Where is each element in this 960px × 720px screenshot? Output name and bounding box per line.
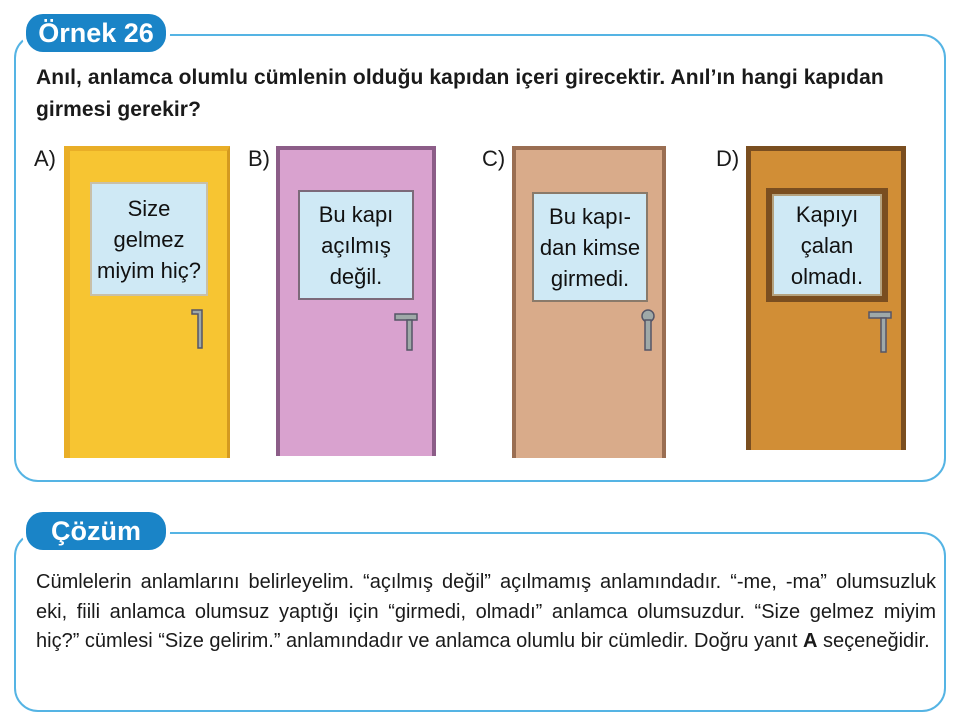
solution-answer: A	[802, 630, 818, 652]
door-b-sign: Bu kapı açılmış değil.	[298, 190, 414, 300]
solution-text-end: seçeneğidir.	[817, 630, 930, 652]
door-b-handle-icon	[392, 310, 422, 352]
option-c-label: C)	[482, 146, 506, 171]
option-d-label: D)	[716, 146, 740, 171]
door-a-handle-icon	[188, 306, 212, 352]
solution-text-body: Cümlelerin anlamlarını belirleyelim. “açılmış değil” açılmamış anlamındadır. “-me, -ma” olumsuzluk eki, fiili anlamca olumsuz yaptığı için “girmedi, olmadı” anlamca olumsuzdur. “Size gelmez miyim hiç?” cümlesi “Size gelirim.” anlamındadır ve anlamca olumlu bir cümledir. Doğru yanıt	[36, 571, 936, 652]
door-c-handle-icon	[638, 308, 658, 354]
solution-tab-label: Çözüm	[51, 515, 141, 546]
door-c-sign: Bu kapı- dan kimse girmedi.	[532, 192, 648, 302]
example-tab-label: Örnek 26	[38, 17, 154, 48]
solution-text	[36, 568, 936, 657]
option-b-label: B)	[248, 146, 270, 171]
question-text: Anıl, anlamca olumlu cümlenin olduğu kapıdan içeri girecektir. Anıl’ın hangi kapıdan girmesi gerekir?	[36, 66, 884, 121]
solution-tab	[26, 512, 166, 550]
door-d-sign: Kapıyı çalan olmadı.	[772, 194, 882, 296]
door-a-sign: Size gelmez miyim hiç?	[90, 182, 208, 296]
example-tab	[26, 14, 166, 52]
door-d-handle-icon	[866, 306, 896, 356]
option-a-label: A)	[34, 146, 56, 171]
